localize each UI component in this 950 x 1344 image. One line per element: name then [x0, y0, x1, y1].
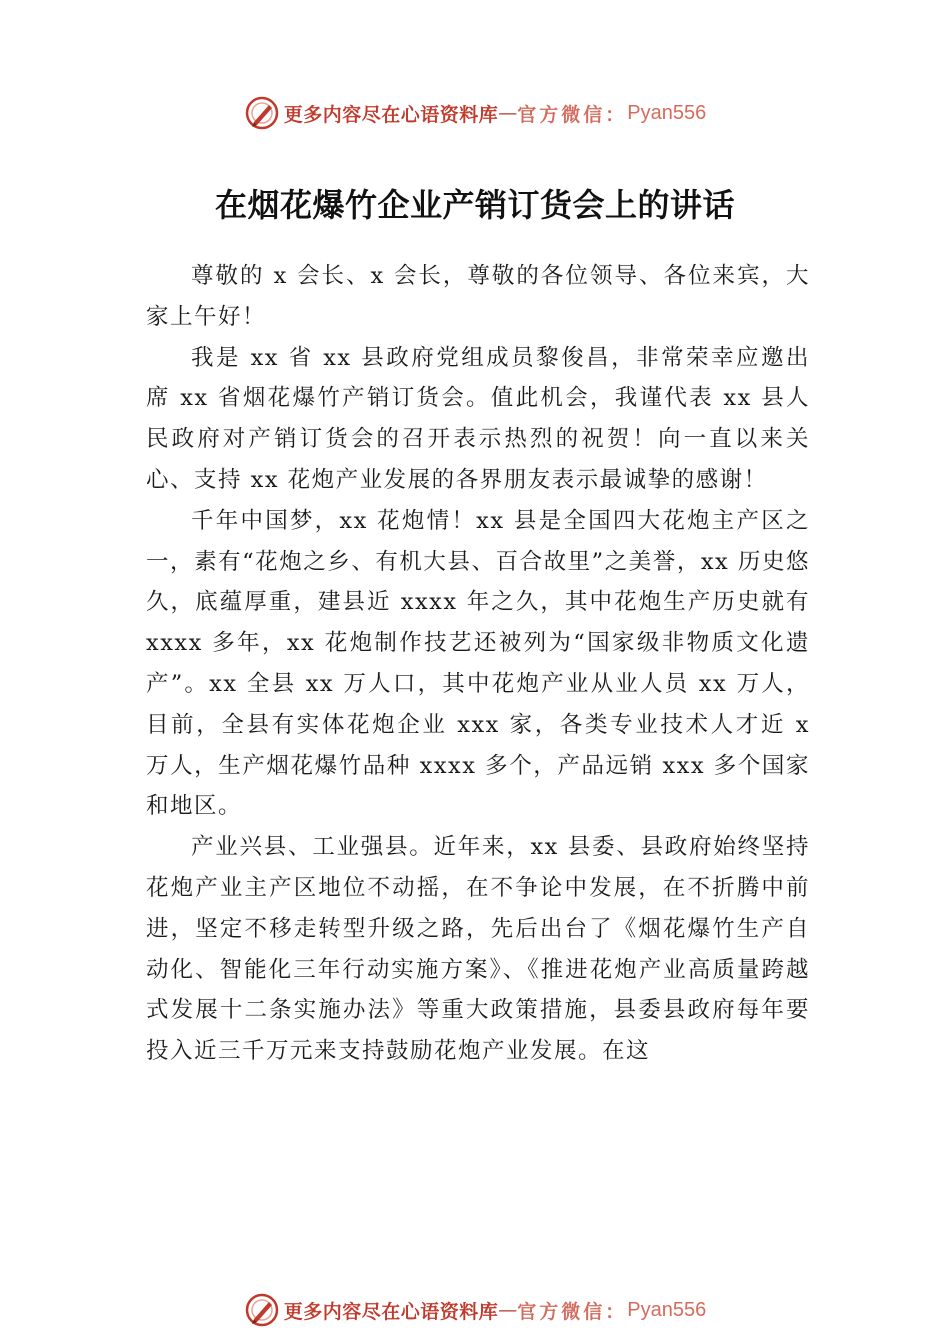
document-body [146, 256, 810, 1072]
wechat-id: Pyan556 [627, 1298, 707, 1321]
document-title: 在烟花爆竹企业产销订货会上的讲话 [214, 186, 735, 224]
paragraph: 我是 xx 省 xx 县政府党组成员黎俊昌，非常荣幸应邀出席 xx 省烟花爆竹产销订货会。值此机会，我谨代表 xx 县人民政府对产销订货会的召开表示热烈的祝贺！向一直以来关心、支持 xx 花炮产业发展的各界朋友表示最诚挚的感谢！ [146, 344, 810, 493]
wechat-id: Pyan556 [627, 101, 707, 124]
banner-separator: — [498, 102, 518, 124]
banner-text: 更多内容尽在心语资料库 [283, 1300, 499, 1323]
banner-text: 更多内容尽在心语资料库 [283, 103, 499, 126]
footer-banner [0, 1290, 950, 1330]
pen-logo-icon [244, 1292, 280, 1328]
wechat-label: 官方微信： [517, 103, 628, 126]
paragraph: 千年中国梦，xx 花炮情！xx 县是全国四大花炮主产区之一，素有“花炮之乡、有机大县、百合故里”之美誉，xx 历史悠久，底蕴厚重，建县近 xxxx 年之久，其中花炮生产历史就有 xxxx 多年，xx 花炮制作技艺还被列为“国家级非物质文化遗产”。xx 全县 xx 万人口，其中花炮产业从业人员 xx 万人，目前，全县有实体花炮企业 xxx 家，各类专业技术人才近 x 万人，生产烟花爆竹品种 xxxx 多个，产品远销 xxx 多个国家和地区。 [146, 507, 810, 820]
pen-logo-icon [244, 95, 280, 131]
banner-separator: — [498, 1299, 518, 1321]
header-banner [0, 93, 950, 133]
paragraph: 尊敬的 x 会长、x 会长，尊敬的各位领导、各位来宾，大家上午好！ [146, 263, 810, 330]
wechat-label: 官方微信： [517, 1300, 628, 1323]
paragraph: 产业兴县、工业强县。近年来，xx 县委、县政府始终坚持花炮产业主产区地位不动摇，在不争论中发展，在不折腾中前进，坚定不移走转型升级之路，先后出台了《烟花爆竹生产自动化、智能化三年行动实施方案》、《推进花炮产业高质量跨越式发展十二条实施办法》等重大政策措施，县委县政府每年要投入近三千万元来支持鼓励花炮产业发展。在这 [146, 834, 810, 1065]
